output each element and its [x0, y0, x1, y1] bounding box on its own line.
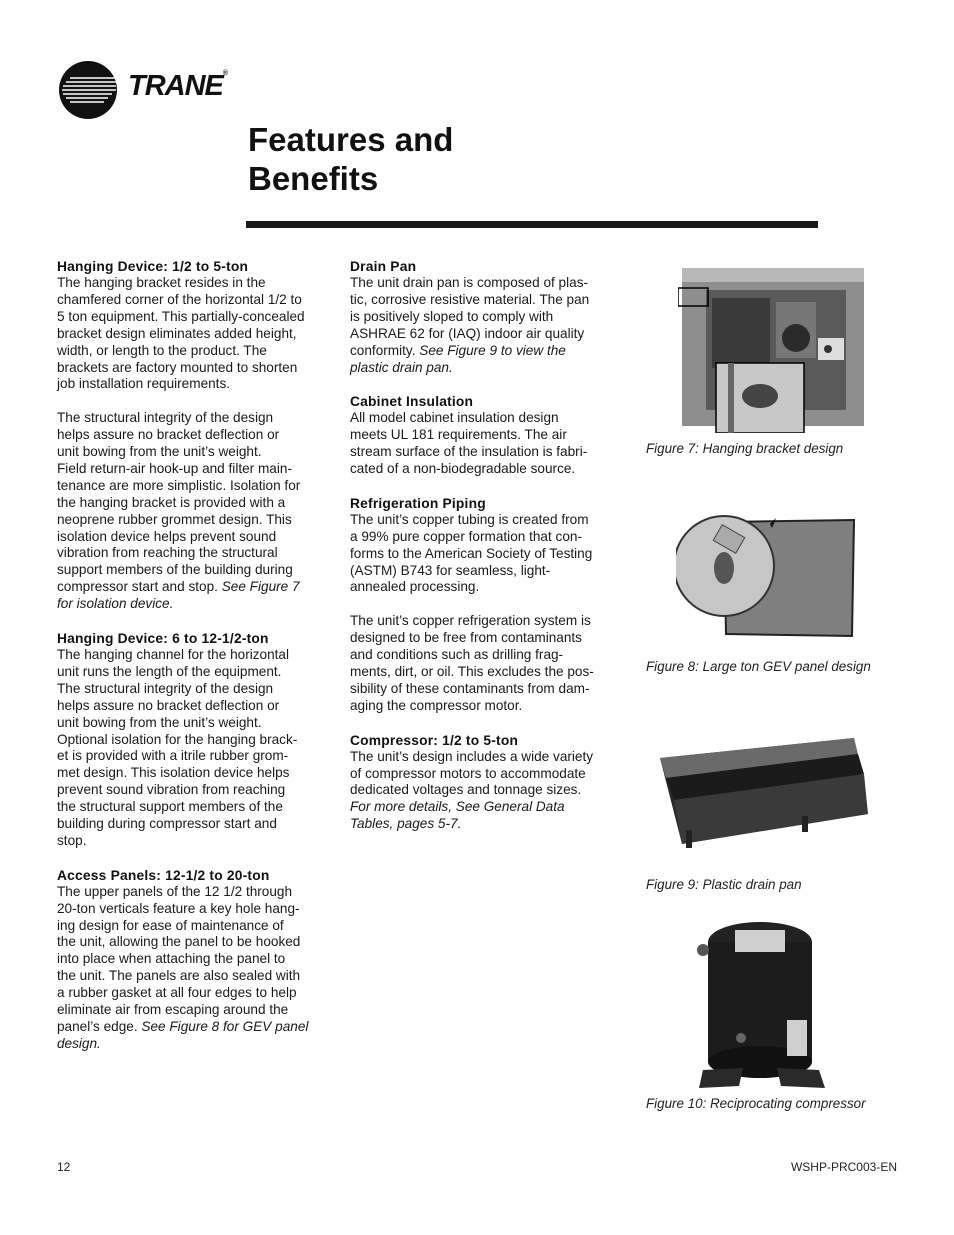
body-paragraph [57, 647, 337, 850]
paragraph-text: The unit’s copper tubing is created from a 99% pure copper formation that con- forms to the American Society of Testing (ASTM) B743 for seamless, light- annealed processing. [350, 511, 593, 595]
figure-10-compressor-image [695, 920, 835, 1092]
title-line-1: Features and [248, 121, 454, 158]
brand-wordmark: TRANE® [128, 70, 228, 102]
body-paragraph [350, 410, 628, 478]
body-paragraph [57, 884, 337, 1053]
figure-8-caption: Figure 8: Large ton GEV panel design [646, 659, 871, 674]
body-paragraph [350, 749, 628, 834]
body-paragraph [57, 275, 337, 393]
paragraph-text: The unit’s copper refrigeration system is designed to be free from contaminants and conditions such as drilling frag- ments, dirt, or oil. This excludes the pos- sibility of these contaminants from dam- aging the compressor motor. [350, 613, 594, 713]
text-column-left [57, 258, 337, 1053]
paragraph-text: The hanging channel for the horizontal unit runs the length of the equipment. The structural integrity of the design helps assure no bracket deflection or unit bowing from the unit’s weight. Optional isolation for the hanging brack- et is provided with a itrile rubber grom- met design. This isolation device helps prevent sound vibration from reaching the structural support members of the building during compressor start and stop. [57, 647, 298, 848]
figure-reference: For more details, See General Data Tables, pages 5-7. [350, 799, 565, 832]
paragraph-text: The unit’s design includes a wide variety of compressor motors to accommodate dedicated voltages and tonnage sizes. [350, 748, 594, 798]
body-paragraph [57, 410, 337, 613]
figure-9-caption: Figure 9: Plastic drain pan [646, 877, 802, 892]
paragraph-text: All model cabinet insulation design meets UL 181 requirements. The air stream surface of the insulation is fabri- cated of a non-biodegradable source. [350, 410, 588, 477]
paragraph-text: The unit drain pan is composed of plas- tic, corrosive resistive material. The pan is positively sloped to comply with ASHRAE 62 for (IAQ) indoor air quality conformity. [350, 275, 590, 358]
figure-reference: See Figure 9 to view the plastic drain pan. [350, 342, 566, 375]
body-paragraph [350, 275, 628, 376]
page-number: 12 [57, 1160, 71, 1174]
figure-reference: See Figure 8 for GEV panel design. [57, 1019, 309, 1051]
figure-9-drain-pan-image [654, 734, 874, 854]
trane-circle-logo-icon [58, 60, 118, 120]
section-heading: Hanging Device: 6 to 12-1/2-ton [57, 631, 269, 646]
section-heading: Cabinet Insulation [350, 394, 474, 410]
text-column-middle [350, 258, 628, 833]
section-heading: Drain Pan [350, 259, 417, 274]
figure-7-hanging-bracket-image [678, 268, 868, 433]
figure-8-gev-panel-image [676, 510, 856, 638]
document-id: WSHP-PRC003-EN [790, 1160, 897, 1174]
section-heading: Hanging Device: 1/2 to 5-ton [57, 259, 249, 274]
section-heading: Compressor: 1/2 to 5-ton [350, 732, 519, 748]
body-paragraph [350, 512, 628, 597]
figure-reference: See Figure 7 for isolation device. [57, 579, 300, 612]
paragraph-text: The hanging bracket resides in the chamfered corner of the horizontal 1/2 to 5 ton equipment. This partially-concealed bracket design eliminates added height, width, or length to the product. The brackets are factory mounted to shorten job installation requirements. [57, 275, 305, 392]
title-line-2: Benefits [248, 160, 379, 197]
section-heading: Refrigeration Piping [350, 495, 486, 511]
section-heading: Access Panels: 12-1/2 to 20-ton [57, 867, 270, 883]
title-rule [246, 221, 818, 228]
page-title [248, 120, 453, 198]
paragraph-text: The structural integrity of the design helps assure no bracket deflection or unit bowing from the unit’s weight. Field return-air hook-up and filter main- tenance are more simplistic. Isolation for the hanging bracket is provided with a neoprene rubber grommet design. This isolation device helps prevent sound vibration from reaching the structural support members of the building during compressor start and stop. [57, 410, 301, 595]
paragraph-text: The upper panels of the 12 1/2 through 20-ton verticals feature a key hole hang- ing design for ease of maintenance of the unit, allowing the panel to be hooked into place when attaching the panel to the unit. The panels are also sealed with a rubber gasket at all four edges to help eliminate air from escaping around the panel’s edge. [57, 883, 301, 1035]
body-paragraph [350, 613, 628, 714]
figure-7-caption: Figure 7: Hanging bracket design [646, 441, 844, 456]
figure-10-caption: Figure 10: Reciprocating compressor [646, 1096, 866, 1111]
trane-logo [58, 60, 238, 120]
